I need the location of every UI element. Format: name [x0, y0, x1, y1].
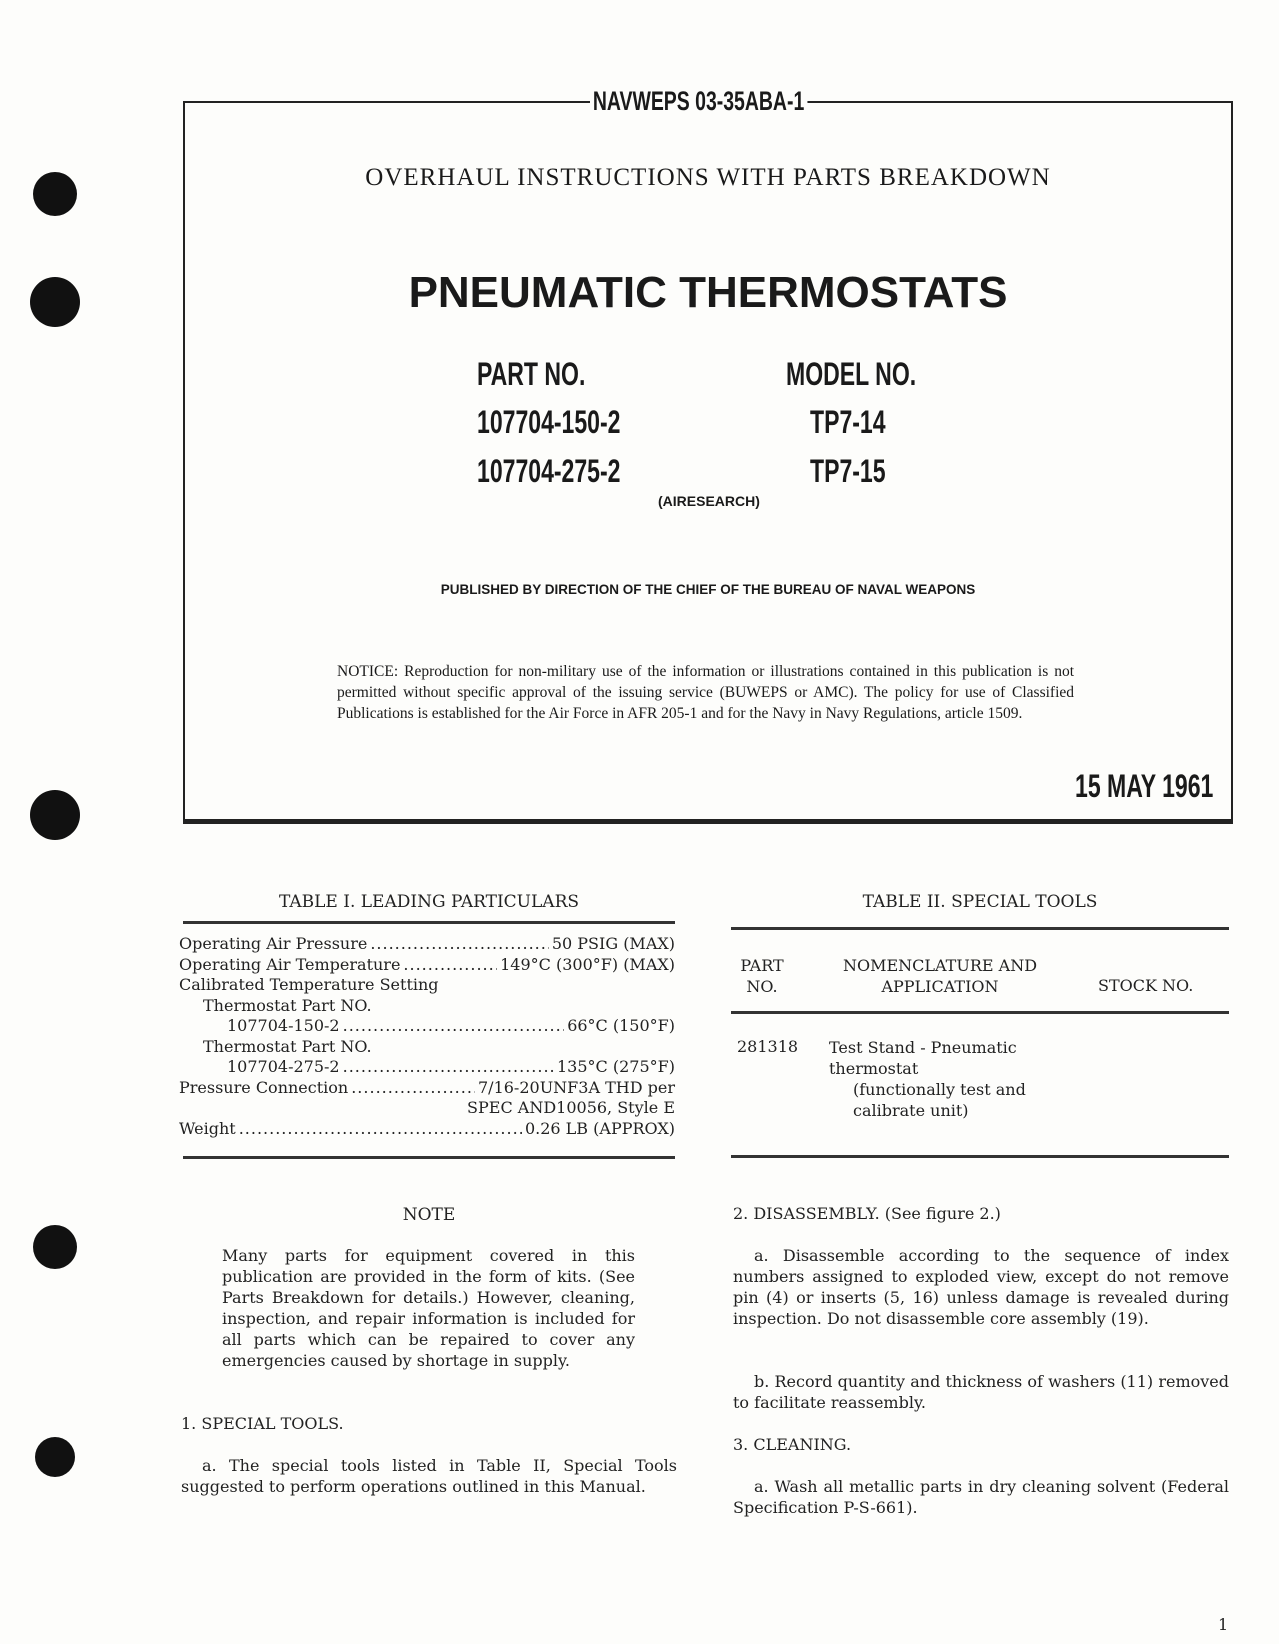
- col-header-stock: STOCK NO.: [1098, 976, 1194, 995]
- row-value: SPEC AND10056, Style E: [467, 1098, 675, 1117]
- binder-hole: [33, 172, 77, 216]
- paragraph: a. The special tools listed in Table II, Special Tools suggested to perform operations outlined in this Manual.: [181, 1456, 677, 1496]
- model-number: TP7-15: [810, 453, 886, 489]
- table1-row: [179, 1037, 675, 1058]
- text-line: thermostat: [829, 1059, 919, 1078]
- doc-number: NAVWEPS 03-35ABA-1: [590, 86, 807, 117]
- table1-title: TABLE I. LEADING PARTICULARS: [278, 892, 580, 912]
- divider: [731, 927, 1229, 930]
- row-label: Thermostat Part NO.: [203, 995, 372, 1015]
- leader-dots: [343, 1016, 565, 1037]
- tool-part-no: 281318: [737, 1037, 799, 1056]
- part-number: 107704-150-2: [477, 404, 621, 440]
- row-label: Operating Air Pressure: [179, 934, 368, 953]
- leader-dots: [351, 1078, 475, 1099]
- text-line: calibrate unit): [853, 1101, 969, 1120]
- divider: [731, 1155, 1229, 1158]
- table2-title: TABLE II. SPECIAL TOOLS: [862, 892, 1098, 912]
- row-label: Thermostat Part NO.: [203, 1036, 372, 1056]
- section-heading: 1. SPECIAL TOOLS.: [181, 1414, 344, 1433]
- binder-hole: [33, 1225, 77, 1269]
- published-by: PUBLISHED BY DIRECTION OF THE CHIEF OF THE BUREAU OF NAVAL WEAPONS: [440, 582, 976, 597]
- note-heading: NOTE: [402, 1205, 456, 1225]
- model-number: TP7-14: [810, 404, 886, 440]
- paragraph: b. Record quantity and thickness of washers (11) removed to facilitate reassembly.: [733, 1372, 1229, 1412]
- cover-title: PNEUMATIC THERMOSTATS: [408, 268, 1008, 317]
- table1-row: [179, 1119, 675, 1140]
- row-value: 7/16-20UNF3A THD per: [478, 1077, 675, 1097]
- table1-row: [179, 1016, 675, 1037]
- header-text: NO.: [746, 977, 778, 996]
- table1-body: [179, 934, 675, 1139]
- part-number: 107704-275-2: [477, 453, 621, 489]
- table1-row: [179, 975, 675, 996]
- header-text: APPLICATION: [881, 977, 999, 996]
- part-no-label: PART NO.: [477, 356, 586, 392]
- section-heading: 2. DISASSEMBLY. (See figure 2.): [733, 1204, 1001, 1223]
- leader-dots: [239, 1119, 522, 1140]
- paragraph: a. Wash all metallic parts in dry cleaning solvent (Federal Specification P-S-661).: [733, 1477, 1229, 1517]
- leader-dots: [403, 955, 497, 976]
- table1-row: [179, 996, 675, 1017]
- row-label: Operating Air Temperature: [179, 954, 401, 974]
- section-heading: 3. CLEANING.: [733, 1435, 852, 1454]
- row-value: 50 PSIG (MAX): [551, 934, 675, 953]
- leader-dots: [343, 1057, 554, 1078]
- row-value: 66°C (150°F): [567, 1016, 675, 1035]
- row-label: Pressure Connection: [179, 1077, 349, 1097]
- divider: [183, 1156, 675, 1159]
- divider: [183, 921, 675, 924]
- row-value: 149°C (300°F) (MAX): [500, 954, 675, 974]
- text-line: (functionally test and: [853, 1080, 1026, 1099]
- notice: NOTICE: Reproduction for non-military use of the information or illustrations contained in this publication is not permitted without specific approval of the issuing service (BUWEPS or AMC). The policy for use of Classified Publications is established for the Air Force in AFR 205-1 and for the Navy in Navy Regulations, article 1509.: [337, 663, 1074, 722]
- cover-subtitle: OVERHAUL INSTRUCTIONS WITH PARTS BREAKDOWN: [365, 164, 1051, 191]
- header-text: NOMENCLATURE AND: [842, 956, 1038, 975]
- col-header-part: [737, 955, 787, 997]
- col-header-nomenclature: [825, 955, 1055, 997]
- row-label: Calibrated Temperature Setting: [179, 975, 439, 994]
- row-label: 107704-150-2: [227, 1016, 340, 1035]
- leader-dots: [370, 934, 549, 955]
- table1-row: [179, 955, 675, 976]
- publication-date: 15 MAY 1961: [1075, 768, 1214, 804]
- tool-nomenclature: [829, 1037, 1026, 1121]
- row-label: Weight: [179, 1118, 236, 1138]
- table1-row: [179, 934, 675, 955]
- table1-row: [179, 1098, 675, 1119]
- row-value: 0.26 LB (APPROX): [524, 1118, 675, 1138]
- binder-hole: [30, 790, 80, 840]
- manufacturer: (AIRESEARCH): [658, 493, 760, 509]
- header-text: PART: [740, 956, 784, 975]
- text-line: Test Stand - Pneumatic: [829, 1038, 1017, 1057]
- model-no-label: MODEL NO.: [786, 356, 917, 392]
- binder-hole: [30, 277, 80, 327]
- paragraph: a. Disassemble according to the sequence of index numbers assigned to exploded view, except do not remove pin (4) or inserts (5, 16) unless damage is revealed during inspection. Do not disassemble core assembly (19).: [733, 1246, 1229, 1328]
- row-value: 135°C (275°F): [557, 1057, 675, 1076]
- table1-row: [179, 1078, 675, 1099]
- note-text: Many parts for equipment covered in this publication are provided in the form of kits. (See Parts Breakdown for details.) However, cleaning, inspection, and repair information is included for all parts which can be repaired to cover any emergencies caused by shortage in supply.: [222, 1246, 635, 1370]
- row-label: 107704-275-2: [227, 1057, 340, 1076]
- table1-row: [179, 1057, 675, 1078]
- binder-hole: [35, 1437, 75, 1477]
- divider: [731, 1011, 1229, 1014]
- page-number: 1: [1218, 1615, 1229, 1634]
